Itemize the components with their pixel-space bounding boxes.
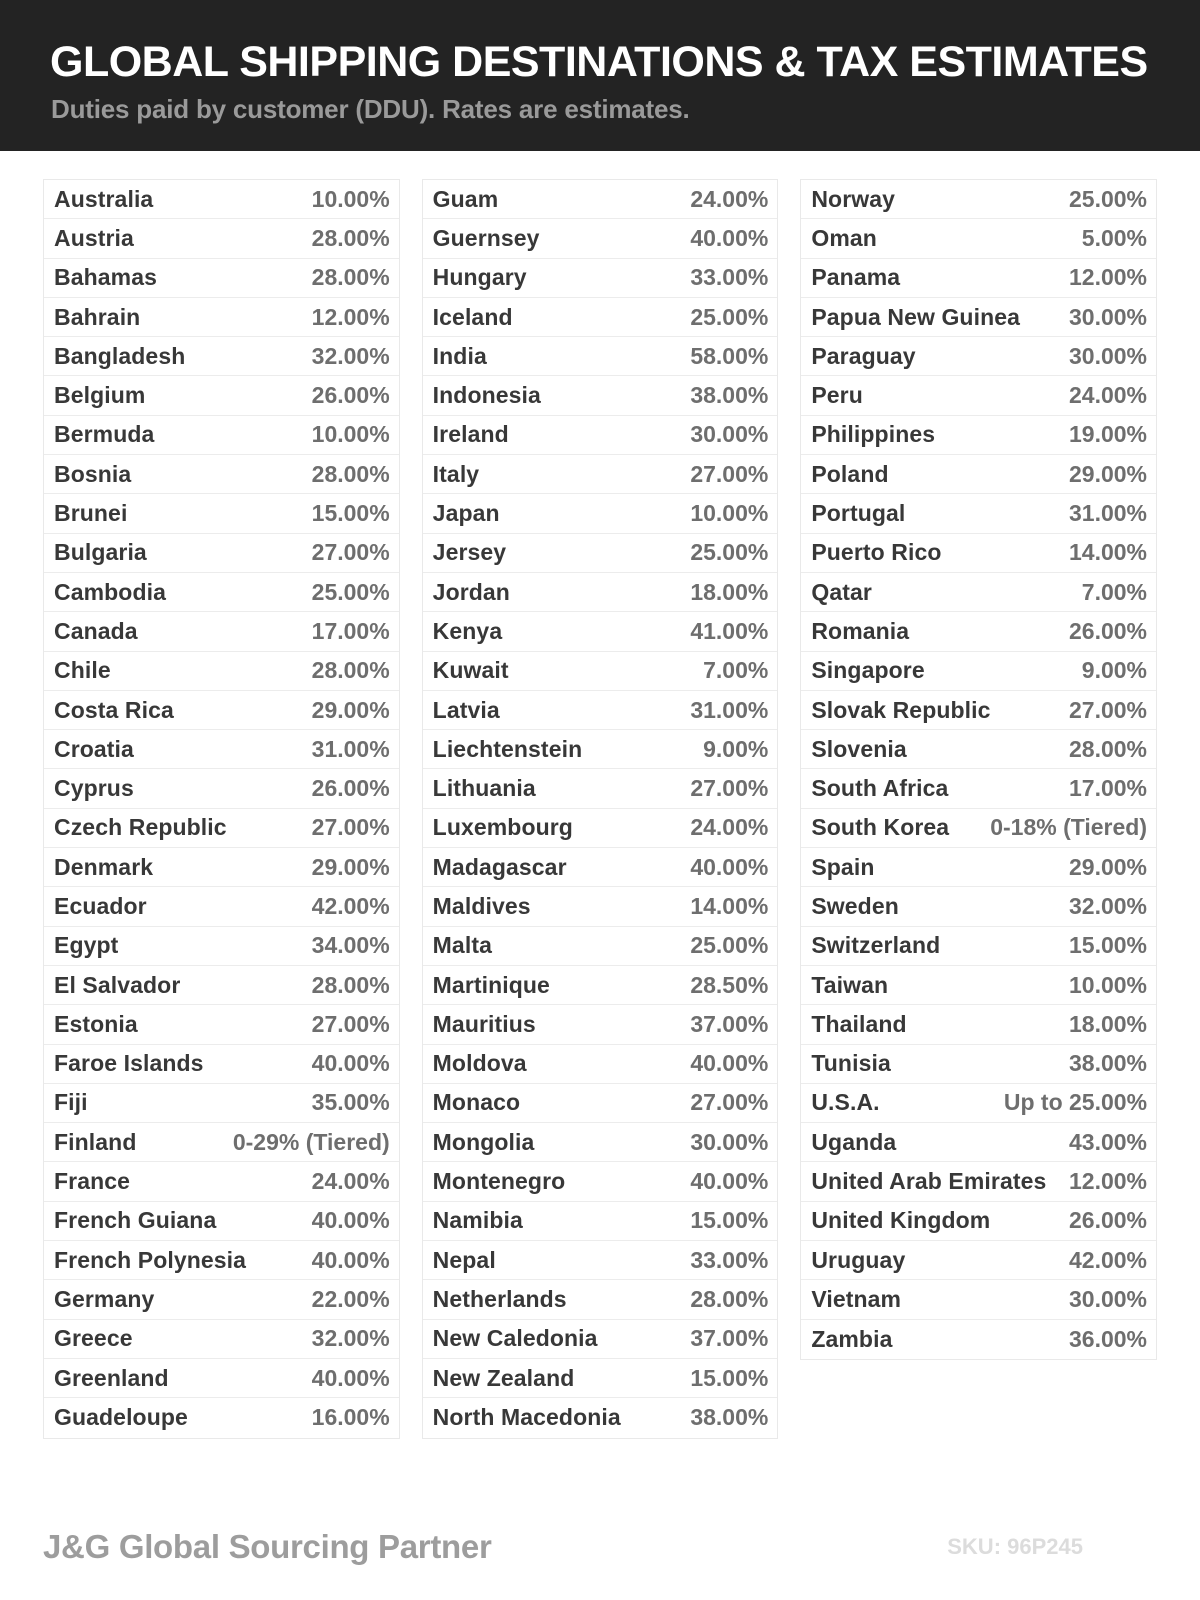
country-name: Maldives xyxy=(432,892,531,919)
table-row xyxy=(44,1202,399,1241)
country-name: Greenland xyxy=(54,1364,169,1391)
tax-rate: 26.00% xyxy=(1069,1207,1148,1234)
tax-rate: 14.00% xyxy=(1069,539,1148,566)
country-name: Hungary xyxy=(432,264,527,291)
country-name: Luxembourg xyxy=(432,814,573,841)
country-name: Japan xyxy=(432,500,500,527)
tax-rate: 14.00% xyxy=(690,892,769,919)
country-name: Oman xyxy=(811,224,877,251)
country-name: Monaco xyxy=(432,1089,521,1116)
country-name: Norway xyxy=(811,185,896,212)
country-name: Czech Republic xyxy=(54,814,227,841)
country-name: Finland xyxy=(54,1128,137,1155)
table-row xyxy=(423,927,778,966)
tax-rate: 16.00% xyxy=(311,1404,390,1431)
country-name: Bosnia xyxy=(54,460,132,487)
table-row xyxy=(423,1280,778,1319)
table-row xyxy=(423,1202,778,1241)
tax-rate: 24.00% xyxy=(690,814,769,841)
table-row xyxy=(801,416,1156,455)
country-name: Panama xyxy=(811,264,901,291)
tax-rate: 30.00% xyxy=(1069,1285,1148,1312)
country-name: New Zealand xyxy=(432,1364,575,1391)
table-row xyxy=(801,730,1156,769)
table-row xyxy=(423,416,778,455)
table-row xyxy=(44,337,399,376)
country-name: Moldova xyxy=(432,1050,527,1077)
country-name: New Caledonia xyxy=(432,1325,598,1352)
table-row xyxy=(44,1005,399,1044)
tax-rate: 10.00% xyxy=(311,185,390,212)
tax-rate: 30.00% xyxy=(1069,303,1148,330)
table-row xyxy=(801,298,1156,337)
country-name: Mauritius xyxy=(432,1010,536,1037)
footer xyxy=(43,1528,1157,1566)
table-row xyxy=(423,337,778,376)
country-name: Zambia xyxy=(811,1325,893,1352)
tax-rate: 28.00% xyxy=(311,460,390,487)
tax-rate: 19.00% xyxy=(1069,421,1148,448)
table-row xyxy=(44,691,399,730)
table-row xyxy=(44,652,399,691)
country-name: Ireland xyxy=(432,421,509,448)
destinations-table xyxy=(43,179,1157,1439)
table-row xyxy=(423,848,778,887)
tax-rate: 28.00% xyxy=(311,971,390,998)
tax-rate: 24.00% xyxy=(1069,382,1148,409)
table-row xyxy=(423,1162,778,1201)
table-row xyxy=(423,1123,778,1162)
tax-rate: 42.00% xyxy=(311,892,390,919)
table-row xyxy=(423,1320,778,1359)
tax-rate: 15.00% xyxy=(311,500,390,527)
tax-rate: 9.00% xyxy=(703,735,769,762)
table-row xyxy=(801,1162,1156,1201)
table-row xyxy=(44,1398,399,1437)
tax-rate: 35.00% xyxy=(311,1089,390,1116)
table-row xyxy=(423,887,778,926)
table-row xyxy=(44,180,399,219)
country-name: Belgium xyxy=(54,382,146,409)
tax-rate: 26.00% xyxy=(311,775,390,802)
country-name: Guadeloupe xyxy=(54,1404,188,1431)
tax-rate: 41.00% xyxy=(690,617,769,644)
tax-rate: 28.00% xyxy=(311,224,390,251)
country-name: El Salvador xyxy=(54,971,181,998)
table-row xyxy=(44,573,399,612)
table-row xyxy=(44,1320,399,1359)
tax-rate: 27.00% xyxy=(1069,696,1148,723)
country-name: Jordan xyxy=(432,578,510,605)
table-row xyxy=(801,494,1156,533)
tax-rate: 27.00% xyxy=(690,1089,769,1116)
tax-rate: 27.00% xyxy=(311,814,390,841)
table-row xyxy=(423,1241,778,1280)
tax-rate: 27.00% xyxy=(690,775,769,802)
country-name: Slovak Republic xyxy=(811,696,991,723)
table-row xyxy=(801,966,1156,1005)
tax-rate: 40.00% xyxy=(311,1050,390,1077)
tax-rate: 25.00% xyxy=(690,303,769,330)
country-name: Faroe Islands xyxy=(54,1050,204,1077)
country-name: Egypt xyxy=(54,932,119,959)
table-row xyxy=(423,259,778,298)
table-row xyxy=(801,927,1156,966)
tax-rate: 22.00% xyxy=(311,1285,390,1312)
tax-rate: 26.00% xyxy=(311,382,390,409)
tax-rate: 18.00% xyxy=(1069,1010,1148,1037)
tax-rate: 28.00% xyxy=(311,264,390,291)
tax-rate: 28.00% xyxy=(690,1285,769,1312)
tax-rate: 28.50% xyxy=(690,971,769,998)
tax-rate: 33.00% xyxy=(690,1246,769,1273)
table-row xyxy=(44,809,399,848)
country-name: Uruguay xyxy=(811,1246,906,1273)
tax-rate: 38.00% xyxy=(690,1404,769,1431)
country-name: Netherlands xyxy=(432,1285,567,1312)
brand-name: J&G Global Sourcing Partner xyxy=(43,1528,492,1565)
country-name: French Polynesia xyxy=(54,1246,247,1273)
country-name: Bangladesh xyxy=(54,342,186,369)
tax-rate: 10.00% xyxy=(1069,971,1148,998)
tax-rate: 15.00% xyxy=(1069,932,1148,959)
tax-rate: 7.00% xyxy=(703,657,769,684)
country-name: Papua New Guinea xyxy=(811,303,1020,330)
table-row xyxy=(801,1202,1156,1241)
country-name: Lithuania xyxy=(432,775,536,802)
tax-rate: 10.00% xyxy=(311,421,390,448)
table-row xyxy=(801,769,1156,808)
country-name: Chile xyxy=(54,657,111,684)
tax-rate: 29.00% xyxy=(1069,853,1148,880)
table-row xyxy=(44,769,399,808)
tax-rate: 24.00% xyxy=(311,1168,390,1195)
tax-rate: 25.00% xyxy=(690,932,769,959)
country-name: Philippines xyxy=(811,421,936,448)
tax-rate: 5.00% xyxy=(1081,224,1148,251)
table-row xyxy=(44,1162,399,1201)
tax-rate: 58.00% xyxy=(690,342,769,369)
page-subtitle: Duties paid by customer (DDU). Rates are estimates. xyxy=(51,94,690,125)
tax-rate: 33.00% xyxy=(690,264,769,291)
country-name: Estonia xyxy=(54,1010,138,1037)
country-name: Fiji xyxy=(54,1089,88,1116)
table-row xyxy=(423,1398,778,1437)
table-row xyxy=(44,494,399,533)
country-name: U.S.A. xyxy=(811,1089,880,1116)
country-name: Slovenia xyxy=(811,735,907,762)
country-name: Uganda xyxy=(811,1128,897,1155)
country-name: India xyxy=(432,342,487,369)
country-name: French Guiana xyxy=(54,1207,217,1234)
country-name: Cyprus xyxy=(54,775,134,802)
country-name: Nepal xyxy=(432,1246,496,1273)
tax-rate: 40.00% xyxy=(311,1246,390,1273)
tax-rate: 42.00% xyxy=(1069,1246,1148,1273)
table-row xyxy=(44,927,399,966)
tax-rate: 31.00% xyxy=(1069,500,1148,527)
table-row xyxy=(44,1241,399,1280)
tax-rate: 7.00% xyxy=(1081,578,1148,605)
tax-rate: 32.00% xyxy=(1069,892,1148,919)
tax-rate: 17.00% xyxy=(1069,775,1148,802)
tax-rate: 24.00% xyxy=(690,185,769,212)
country-name: Madagascar xyxy=(432,853,567,880)
country-name: Guam xyxy=(432,185,499,212)
tax-rate: 29.00% xyxy=(311,696,390,723)
tax-rate: 40.00% xyxy=(690,1050,769,1077)
table-row xyxy=(801,219,1156,258)
tax-rate: 10.00% xyxy=(690,500,769,527)
country-name: Puerto Rico xyxy=(811,539,942,566)
tax-rate: 37.00% xyxy=(690,1010,769,1037)
country-name: Romania xyxy=(811,617,910,644)
table-row xyxy=(801,809,1156,848)
country-name: Croatia xyxy=(54,735,134,762)
tax-rate: 28.00% xyxy=(311,657,390,684)
tax-rate: 38.00% xyxy=(690,382,769,409)
country-name: Mongolia xyxy=(432,1128,535,1155)
table-row xyxy=(801,534,1156,573)
table-row xyxy=(801,612,1156,651)
country-name: Singapore xyxy=(811,657,925,684)
tax-rate: 32.00% xyxy=(311,1325,390,1352)
country-name: Martinique xyxy=(432,971,550,998)
table-row xyxy=(44,730,399,769)
rate-column-2 xyxy=(422,179,779,1439)
tax-rate: 30.00% xyxy=(690,421,769,448)
table-row xyxy=(423,1005,778,1044)
table-row xyxy=(423,573,778,612)
country-name: Peru xyxy=(811,382,863,409)
country-name: Kenya xyxy=(432,617,503,644)
tax-rate: 27.00% xyxy=(311,1010,390,1037)
table-row xyxy=(44,1280,399,1319)
table-row xyxy=(423,534,778,573)
table-row xyxy=(44,966,399,1005)
tax-rate: 28.00% xyxy=(1069,735,1148,762)
table-row xyxy=(801,376,1156,415)
country-name: Switzerland xyxy=(811,932,941,959)
table-row xyxy=(423,1359,778,1398)
table-row xyxy=(423,180,778,219)
table-row xyxy=(801,848,1156,887)
table-row xyxy=(801,691,1156,730)
tax-rate: 40.00% xyxy=(311,1364,390,1391)
table-row xyxy=(801,573,1156,612)
country-name: Namibia xyxy=(432,1207,523,1234)
table-row xyxy=(423,691,778,730)
table-row xyxy=(44,455,399,494)
table-row xyxy=(44,887,399,926)
table-row xyxy=(423,652,778,691)
tax-rate: 12.00% xyxy=(1069,1168,1148,1195)
country-name: Liechtenstein xyxy=(432,735,583,762)
table-row xyxy=(423,769,778,808)
country-name: Italy xyxy=(432,460,480,487)
tax-rate: 43.00% xyxy=(1069,1128,1148,1155)
tax-rate: 37.00% xyxy=(690,1325,769,1352)
country-name: Guernsey xyxy=(432,224,540,251)
country-name: Greece xyxy=(54,1325,133,1352)
country-name: Canada xyxy=(54,617,138,644)
tax-rate: 9.00% xyxy=(1081,657,1148,684)
table-row xyxy=(44,416,399,455)
tax-rate: 0-18% (Tiered) xyxy=(990,814,1148,841)
country-name: Austria xyxy=(54,224,134,251)
table-row xyxy=(423,966,778,1005)
table-row xyxy=(423,612,778,651)
table-row xyxy=(801,1123,1156,1162)
country-name: Poland xyxy=(811,460,889,487)
table-row xyxy=(423,455,778,494)
country-name: Thailand xyxy=(811,1010,907,1037)
country-name: Spain xyxy=(811,853,875,880)
country-name: Bahamas xyxy=(54,264,157,291)
country-name: Bermuda xyxy=(54,421,155,448)
tax-rate: 40.00% xyxy=(690,1168,769,1195)
table-row xyxy=(44,1123,399,1162)
table-row xyxy=(801,337,1156,376)
country-name: Portugal xyxy=(811,500,906,527)
tax-rate: Up to 25.00% xyxy=(1003,1089,1148,1116)
table-row xyxy=(423,1045,778,1084)
table-row xyxy=(44,1045,399,1084)
tax-rate: 12.00% xyxy=(311,303,390,330)
tax-rate: 30.00% xyxy=(690,1128,769,1155)
table-row xyxy=(423,376,778,415)
tax-rate: 18.00% xyxy=(690,578,769,605)
tax-rate: 38.00% xyxy=(1069,1050,1148,1077)
header-banner xyxy=(0,0,1200,151)
tax-rate: 0-29% (Tiered) xyxy=(232,1128,390,1155)
table-row xyxy=(801,1005,1156,1044)
table-row xyxy=(801,1320,1156,1359)
country-name: Bahrain xyxy=(54,303,141,330)
rate-column-3 xyxy=(800,179,1157,1360)
country-name: France xyxy=(54,1168,131,1195)
tax-rate: 40.00% xyxy=(690,224,769,251)
tax-rate: 32.00% xyxy=(311,342,390,369)
tax-rate: 25.00% xyxy=(1069,185,1148,212)
tax-rate: 26.00% xyxy=(1069,617,1148,644)
table-row xyxy=(44,376,399,415)
table-row xyxy=(44,848,399,887)
country-name: Australia xyxy=(54,185,154,212)
country-name: Bulgaria xyxy=(54,539,147,566)
country-name: North Macedonia xyxy=(432,1404,621,1431)
tax-rate: 25.00% xyxy=(690,539,769,566)
table-row xyxy=(801,455,1156,494)
tax-rate: 15.00% xyxy=(690,1364,769,1391)
tax-rate: 27.00% xyxy=(690,460,769,487)
country-name: Jersey xyxy=(432,539,507,566)
tax-rate: 31.00% xyxy=(690,696,769,723)
tax-rate: 29.00% xyxy=(1069,460,1148,487)
country-name: Kuwait xyxy=(432,657,509,684)
table-row xyxy=(801,652,1156,691)
table-row xyxy=(44,1084,399,1123)
table-row xyxy=(801,1045,1156,1084)
tax-rate: 34.00% xyxy=(311,932,390,959)
tax-rate: 40.00% xyxy=(690,853,769,880)
country-name: Brunei xyxy=(54,500,128,527)
tax-rate: 15.00% xyxy=(690,1207,769,1234)
table-row xyxy=(801,887,1156,926)
table-row xyxy=(44,612,399,651)
table-row xyxy=(44,259,399,298)
country-name: Montenegro xyxy=(432,1168,566,1195)
country-name: Vietnam xyxy=(811,1285,902,1312)
table-row xyxy=(423,730,778,769)
table-row xyxy=(801,1280,1156,1319)
country-name: Germany xyxy=(54,1285,155,1312)
tax-rate: 36.00% xyxy=(1069,1325,1148,1352)
country-name: Costa Rica xyxy=(54,696,174,723)
table-row xyxy=(44,1359,399,1398)
country-name: Paraguay xyxy=(811,342,916,369)
table-row xyxy=(801,1084,1156,1123)
country-name: South Korea xyxy=(811,814,950,841)
country-name: United Kingdom xyxy=(811,1207,991,1234)
table-row xyxy=(423,1084,778,1123)
page-title: GLOBAL SHIPPING DESTINATIONS & TAX ESTIMATES xyxy=(50,38,1148,86)
table-row xyxy=(44,219,399,258)
table-row xyxy=(44,534,399,573)
table-row xyxy=(423,494,778,533)
table-row xyxy=(423,219,778,258)
tax-rate: 12.00% xyxy=(1069,264,1148,291)
country-name: Indonesia xyxy=(432,382,541,409)
country-name: Sweden xyxy=(811,892,899,919)
tax-rate: 25.00% xyxy=(311,578,390,605)
table-row xyxy=(423,809,778,848)
table-row xyxy=(423,298,778,337)
table-row xyxy=(801,259,1156,298)
sku-label: SKU: 96P245 xyxy=(947,1534,1083,1559)
country-name: Iceland xyxy=(432,303,513,330)
tax-rate: 29.00% xyxy=(311,853,390,880)
table-row xyxy=(801,180,1156,219)
tax-rate: 17.00% xyxy=(311,617,390,644)
country-name: Qatar xyxy=(811,578,872,605)
table-row xyxy=(801,1241,1156,1280)
tax-rate: 27.00% xyxy=(311,539,390,566)
country-name: Ecuador xyxy=(54,892,147,919)
country-name: Latvia xyxy=(432,696,500,723)
country-name: Cambodia xyxy=(54,578,166,605)
tax-rate: 40.00% xyxy=(311,1207,390,1234)
country-name: Denmark xyxy=(54,853,154,880)
country-name: Taiwan xyxy=(811,971,889,998)
country-name: South Africa xyxy=(811,775,949,802)
rate-column-1 xyxy=(43,179,400,1439)
table-row xyxy=(44,298,399,337)
tax-rate: 31.00% xyxy=(311,735,390,762)
country-name: Tunisia xyxy=(811,1050,891,1077)
country-name: United Arab Emirates xyxy=(811,1168,1047,1195)
tax-rate: 30.00% xyxy=(1069,342,1148,369)
country-name: Malta xyxy=(432,932,492,959)
